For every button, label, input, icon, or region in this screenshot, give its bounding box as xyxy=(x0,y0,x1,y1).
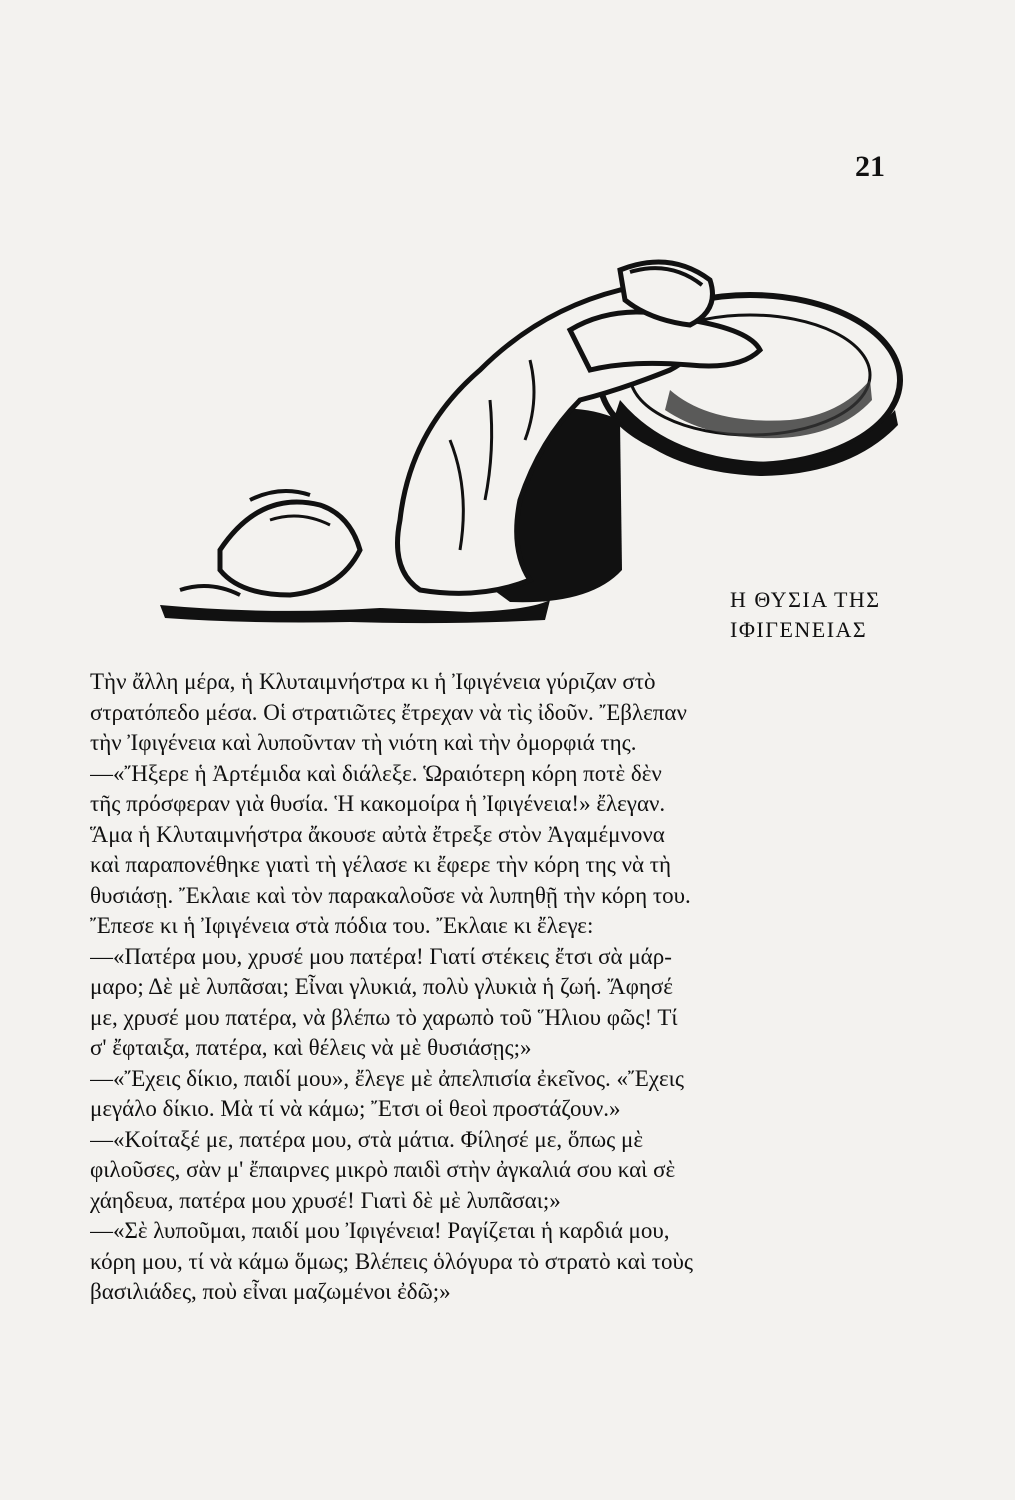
kneeling-girl-illustration xyxy=(150,250,910,630)
text-line: με, χρυσέ μου πατέρα, νὰ βλέπω τὸ χαρωπὸ τοῦ Ἥλιου φῶς! Τί xyxy=(90,1004,678,1030)
text-line: φιλοῦσες, σὰν μ' ἔπαιρνες μικρὸ παιδὶ στὴν ἀγκαλιά σου καὶ σὲ xyxy=(90,1157,676,1182)
text-line: στρατόπεδο μέσα. Οἱ στρατιῶτες ἔτρεχαν νὰ τὶς ἰδοῦν. Ἔβλεπαν xyxy=(90,699,687,725)
text-line: —«Ἔχεις δίκιο, παιδί μου», ἔλεγε μὲ ἀπελπισία ἐκεῖνος. «Ἔχεις xyxy=(90,1065,684,1091)
story-text xyxy=(90,667,920,1308)
illustration-caption xyxy=(730,585,920,645)
text-line: —«Σὲ λυποῦμαι, παιδί μου Ἰφιγένεια! Ραγίζεται ἡ καρδιά μου, xyxy=(90,1218,670,1243)
text-line: καὶ παραπονέθηκε γιατὶ τὴ γέλασε κι ἔφερε τὴν κόρη της νὰ τὴ xyxy=(90,852,672,877)
caption-line-2: ΙΦΙΓΕΝΕΙΑΣ xyxy=(730,617,868,642)
text-line: κόρη μου, τί νὰ κάμω ὅμως; Βλέπεις ὁλόγυρα τὸ στρατὸ καὶ τοὺς xyxy=(90,1248,694,1274)
text-line: σ' ἔφταιξα, πατέρα, καὶ θέλεις νὰ μὲ θυσιάσῃς;» xyxy=(90,1035,532,1060)
text-line: τὴν Ἰφιγένεια καὶ λυποῦνταν τὴ νιότη καὶ τὴν ὀμορφιά της. xyxy=(90,730,637,755)
text-line: Τὴν ἄλλη μέρα, ἡ Κλυταιμνήστρα κι ἡ Ἰφιγένεια γύριζαν στὸ xyxy=(90,669,656,694)
text-line: βασιλιάδες, ποὺ εἶναι μαζωμένοι ἐδῶ;» xyxy=(90,1279,451,1304)
text-line: θυσιάσῃ. Ἔκλαιε καὶ τὸν παρακαλοῦσε νὰ λυπηθῇ τὴν κόρη του. xyxy=(90,882,691,908)
page-number: 21 xyxy=(855,150,885,183)
text-line: μαρο; Δὲ μὲ λυπᾶσαι; Εἶναι γλυκιά, πολὺ γλυκιὰ ἡ ζωή. Ἄφησέ xyxy=(90,974,673,999)
text-line: τῆς πρόσφεραν γιὰ θυσία. Ἡ κακομοίρα ἡ Ἰφιγένεια!» ἔλεγαν. xyxy=(90,791,666,816)
text-line: Ἔπεσε κι ἡ Ἰφιγένεια στὰ πόδια του. Ἔκλαιε κι ἔλεγε: xyxy=(90,913,594,938)
text-line: —«Πατέρα μου, χρυσέ μου πατέρα! Γιατί στέκεις ἔτσι σὰ μάρ- xyxy=(90,943,672,969)
text-line: Ἅμα ἡ Κλυταιμνήστρα ἄκουσε αὐτὰ ἔτρεξε στὸν Ἀγαμέμνονα xyxy=(90,821,665,847)
text-line: μεγάλο δίκιο. Μὰ τί νὰ κάμω; Ἔτσι οἱ θεοὶ προστάζουν.» xyxy=(90,1096,621,1121)
text-line: —«Κοίταξέ με, πατέρα μου, στὰ μάτια. Φίλησέ με, ὅπως μὲ xyxy=(90,1126,643,1152)
caption-line-1: Η ΘΥΣΙΑ ΤΗΣ xyxy=(730,587,881,612)
text-line: —«Ἤξερε ἡ Ἀρτέμιδα καὶ διάλεξε. Ὡραιότερη κόρη ποτὲ δὲν xyxy=(90,760,662,786)
text-line: χάηδευα, πατέρα μου χρυσέ! Γιατὶ δὲ μὲ λυπᾶσαι;» xyxy=(90,1187,561,1213)
